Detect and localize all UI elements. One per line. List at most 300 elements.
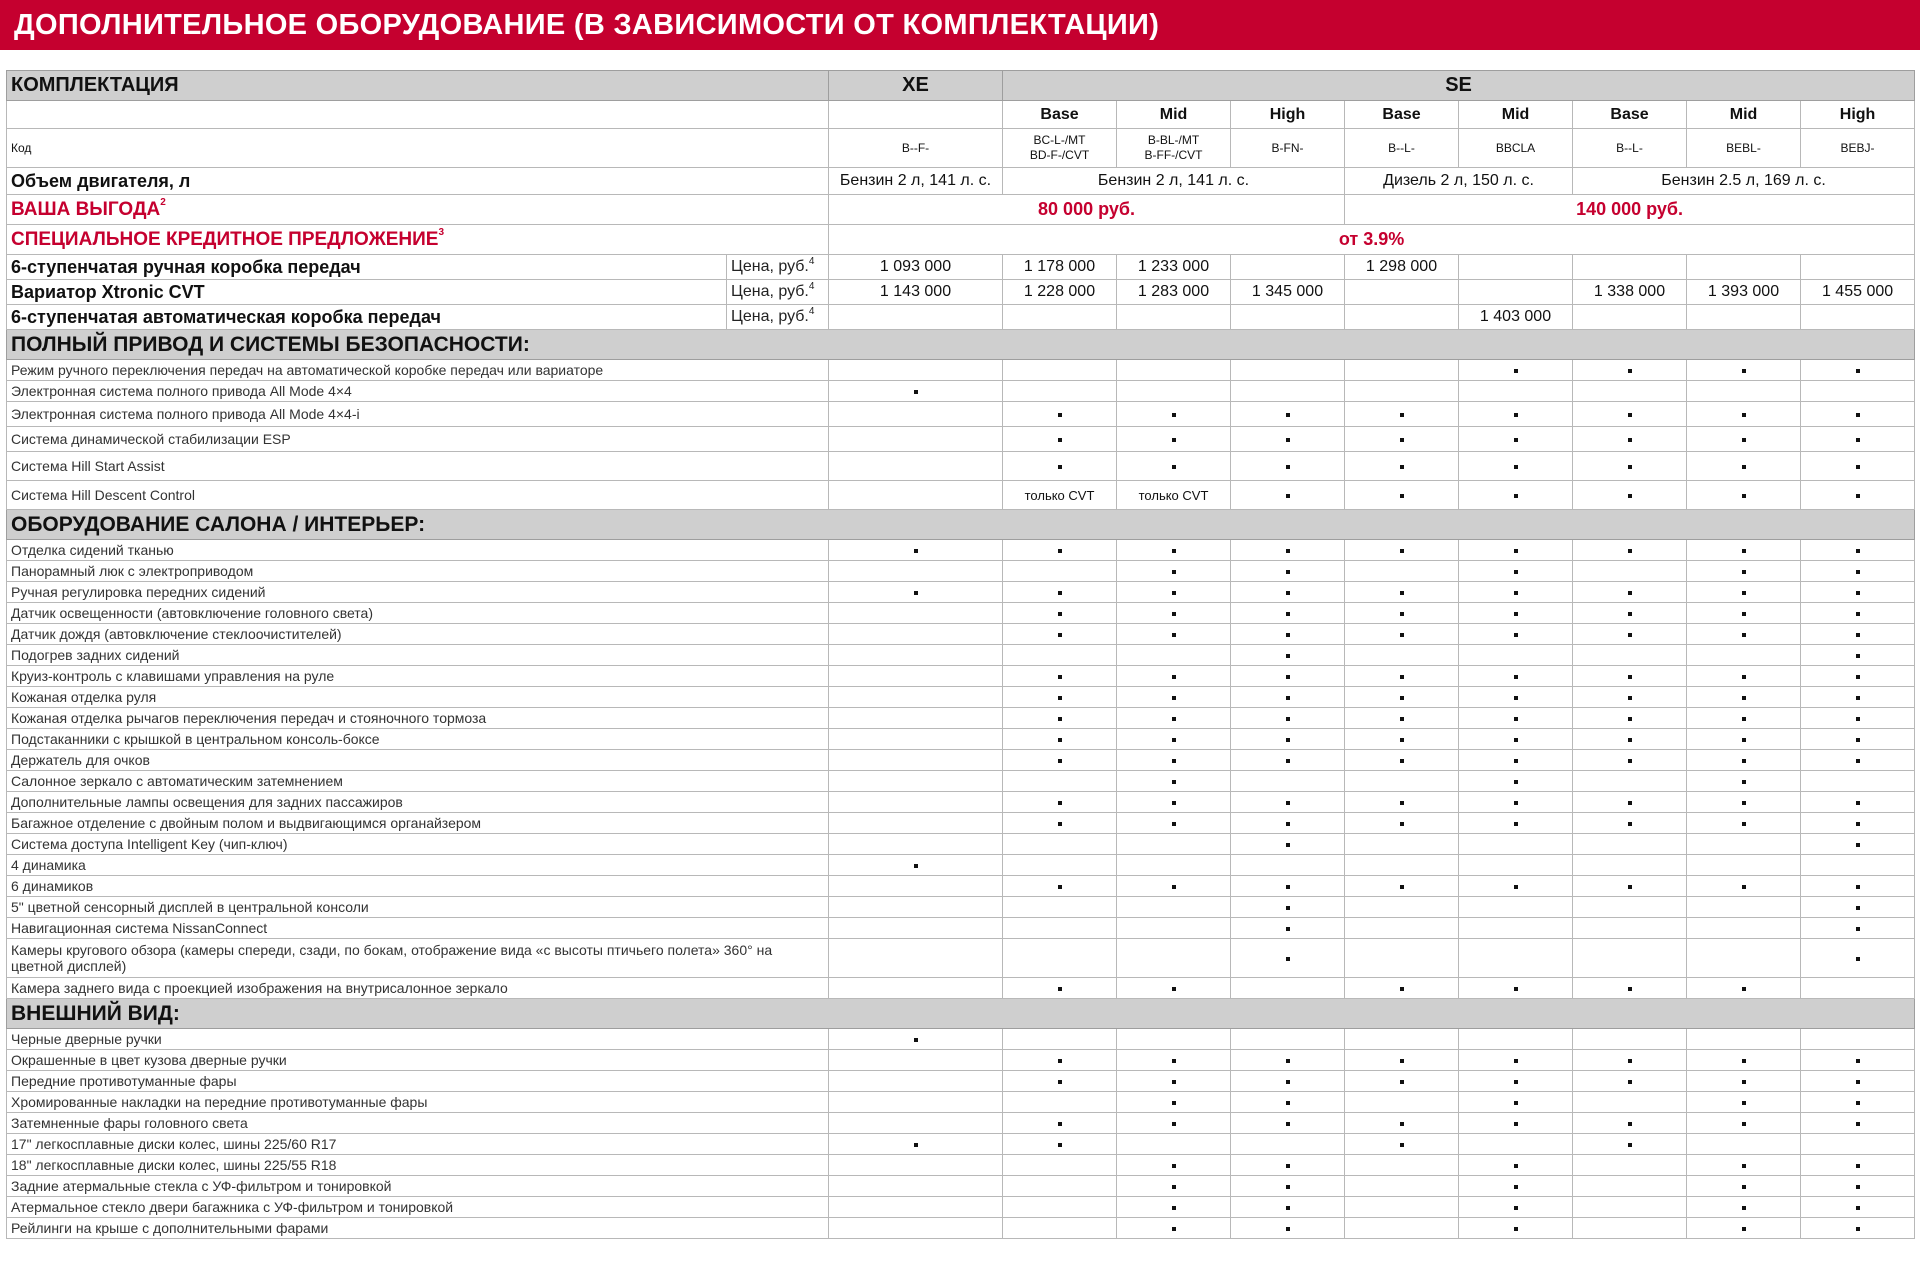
feature-value [1573,1155,1687,1176]
availability-dot-icon [1628,717,1632,721]
feature-value [1573,729,1687,750]
availability-dot-icon [914,864,918,868]
availability-dot-icon [1172,549,1176,553]
feature-value [1231,1218,1345,1239]
feature-value [1801,582,1915,603]
availability-dot-icon [1856,612,1860,616]
availability-dot-icon [1628,369,1632,373]
feature-value [1231,918,1345,939]
trim-label: Base [1345,101,1459,129]
feature-value [1003,1134,1117,1155]
availability-dot-icon [1400,1122,1404,1126]
availability-dot-icon [1286,591,1290,595]
feature-value [1231,666,1345,687]
feature-value [1687,1092,1801,1113]
feature-row [7,603,1915,624]
availability-dot-icon [1628,549,1632,553]
feature-value [1345,855,1459,876]
availability-dot-icon [1172,801,1176,805]
code-value: BEBL- [1687,129,1801,168]
availability-dot-icon [1400,494,1404,498]
feature-value [1003,813,1117,834]
feature-value [1117,834,1231,855]
feature-value [1003,645,1117,666]
feature-value [1801,687,1915,708]
price-value [1801,255,1915,280]
feature-value [1345,792,1459,813]
section-header [7,510,1915,540]
availability-dot-icon [1058,717,1062,721]
availability-dot-icon [1058,591,1062,595]
feature-value [1573,855,1687,876]
code-value: BC-L-/MT BD-F-/CVT [1003,129,1117,168]
feature-label: Датчик дождя (автовключение стеклоочистителей) [7,624,829,645]
feature-value [1459,427,1573,452]
availability-dot-icon [1856,1206,1860,1210]
feature-label: Подогрев задних сидений [7,645,829,666]
availability-dot-icon [1628,465,1632,469]
availability-dot-icon [1058,1059,1062,1063]
feature-label: Передние противотуманные фары [7,1071,829,1092]
feature-value [1459,381,1573,402]
feature-value [1003,1218,1117,1239]
feature-value [1687,1197,1801,1218]
feature-label: Ручная регулировка передних сидений [7,582,829,603]
equipment-table [6,70,1915,1239]
feature-value [1117,813,1231,834]
availability-dot-icon [1742,549,1746,553]
feature-value [829,1050,1003,1071]
availability-dot-icon [1172,1080,1176,1084]
feature-value [1459,1029,1573,1050]
availability-dot-icon [1400,738,1404,742]
feature-value [1231,1050,1345,1071]
availability-dot-icon [1856,570,1860,574]
availability-dot-icon [1286,822,1290,826]
availability-dot-icon [1628,1080,1632,1084]
feature-value [1345,708,1459,729]
availability-dot-icon [1286,927,1290,931]
feature-value [1117,750,1231,771]
benefit-row [7,195,1915,225]
feature-value [829,1113,1003,1134]
feature-value [1117,427,1231,452]
feature-value [1003,729,1117,750]
feature-value [1117,1113,1231,1134]
availability-dot-icon [1286,654,1290,658]
availability-dot-icon [1172,717,1176,721]
feature-value [1003,771,1117,792]
feature-value [1231,1155,1345,1176]
feature-value [1801,939,1915,978]
feature-label: Держатель для очков [7,750,829,771]
availability-dot-icon [1628,438,1632,442]
feature-row [7,1050,1915,1071]
feature-value [1459,1071,1573,1092]
availability-dot-icon [1856,738,1860,742]
feature-label: Кожаная отделка руля [7,687,829,708]
feature-value [1573,1218,1687,1239]
feature-value [829,624,1003,645]
feature-value [1801,729,1915,750]
feature-value [1231,1176,1345,1197]
feature-value [1801,834,1915,855]
code-value: B--F- [829,129,1003,168]
availability-dot-icon [1742,987,1746,991]
feature-value [1459,645,1573,666]
feature-label: Электронная система полного привода All Mode 4×4 [7,381,829,402]
feature-label: Салонное зеркало с автоматическим затемнением [7,771,829,792]
availability-dot-icon [1514,1122,1518,1126]
availability-dot-icon [1628,612,1632,616]
feature-value [1003,978,1117,999]
availability-dot-icon [1286,843,1290,847]
feature-value [1801,1071,1915,1092]
availability-dot-icon [1742,1185,1746,1189]
feature-value [1345,876,1459,897]
code-value: B--L- [1573,129,1687,168]
feature-value [1687,603,1801,624]
feature-row [7,918,1915,939]
availability-dot-icon [1742,369,1746,373]
feature-value [1573,603,1687,624]
feature-value [1345,918,1459,939]
feature-value [1801,1197,1915,1218]
price-value: 1 345 000 [1231,280,1345,305]
code-value: BEBJ- [1801,129,1915,168]
feature-value [829,402,1003,427]
feature-value [1459,452,1573,481]
availability-dot-icon [1286,1059,1290,1063]
availability-dot-icon [1514,1101,1518,1105]
trim-label: Base [1573,101,1687,129]
feature-value [1003,582,1117,603]
feature-value [1117,1092,1231,1113]
price-value: 1 283 000 [1117,280,1231,305]
feature-row [7,645,1915,666]
feature-value [1345,561,1459,582]
availability-dot-icon [1400,717,1404,721]
footnote-mark: 4 [808,281,815,292]
feature-row [7,582,1915,603]
feature-value [1801,813,1915,834]
feature-value [1231,708,1345,729]
price-value: 1 233 000 [1117,255,1231,280]
feature-value [1459,813,1573,834]
availability-dot-icon [1400,1143,1404,1147]
availability-dot-icon [1514,549,1518,553]
availability-dot-icon [1514,1227,1518,1231]
feature-value [829,1218,1003,1239]
feature-value [1687,452,1801,481]
availability-dot-icon [1400,1059,1404,1063]
feature-value [1801,897,1915,918]
availability-dot-icon [1514,780,1518,784]
feature-value [829,561,1003,582]
feature-value [1117,381,1231,402]
feature-value [829,1092,1003,1113]
availability-dot-icon [1514,885,1518,889]
availability-dot-icon [1058,885,1062,889]
availability-dot-icon [1058,696,1062,700]
availability-dot-icon [1286,1122,1290,1126]
price-value: 1 455 000 [1801,280,1915,305]
availability-dot-icon [914,1143,918,1147]
feature-label: Навигационная система NissanConnect [7,918,829,939]
transmission-label: Вариатор Xtronic CVT [7,280,727,305]
feature-value [1573,402,1687,427]
feature-value [1801,540,1915,561]
feature-value [829,687,1003,708]
feature-value [1345,939,1459,978]
feature-value [1801,561,1915,582]
availability-dot-icon [1286,1227,1290,1231]
availability-dot-icon [1172,438,1176,442]
availability-dot-icon [1172,1206,1176,1210]
feature-value [829,452,1003,481]
benefit-value: 140 000 руб. [1345,195,1915,225]
feature-value [1801,1050,1915,1071]
feature-value [1345,750,1459,771]
availability-dot-icon [1856,654,1860,658]
feature-row [7,1113,1915,1134]
availability-dot-icon [1286,633,1290,637]
availability-dot-icon [1856,759,1860,763]
feature-label: 4 динамика [7,855,829,876]
feature-value [1003,1029,1117,1050]
feature-value [1231,897,1345,918]
feature-label: Отделка сидений тканью [7,540,829,561]
feature-value [1801,1176,1915,1197]
feature-value [1573,1134,1687,1155]
feature-value [829,792,1003,813]
availability-dot-icon [1856,1059,1860,1063]
availability-dot-icon [1172,696,1176,700]
feature-value [1801,1029,1915,1050]
availability-dot-icon [1514,801,1518,805]
availability-dot-icon [1400,438,1404,442]
feature-value [1231,452,1345,481]
feature-value [1573,645,1687,666]
availability-dot-icon [1514,717,1518,721]
section-header [7,999,1915,1029]
credit-row [7,225,1915,255]
availability-dot-icon [1058,413,1062,417]
availability-dot-icon [1742,438,1746,442]
feature-value [829,666,1003,687]
trim-label: High [1801,101,1915,129]
feature-value [1801,1113,1915,1134]
feature-value [1687,708,1801,729]
feature-value: только CVT [1003,481,1117,510]
feature-value [1231,813,1345,834]
feature-row [7,1176,1915,1197]
engine-value: Дизель 2 л, 150 л. с. [1345,168,1573,195]
feature-value [1687,1029,1801,1050]
feature-value [1459,360,1573,381]
header-row [7,71,1915,101]
feature-value [1573,876,1687,897]
feature-value [1003,360,1117,381]
availability-dot-icon [1514,1080,1518,1084]
feature-label: Кожаная отделка рычагов переключения передач и стояночного тормоза [7,708,829,729]
feature-value [1801,708,1915,729]
availability-dot-icon [1742,1164,1746,1168]
feature-value [1003,750,1117,771]
feature-value [1117,1155,1231,1176]
feature-value [1231,561,1345,582]
availability-dot-icon [1856,1164,1860,1168]
feature-value [1117,939,1231,978]
feature-value [1573,360,1687,381]
availability-dot-icon [1286,494,1290,498]
feature-row [7,360,1915,381]
feature-value [1117,360,1231,381]
feature-value [1117,771,1231,792]
code-value: BBCLA [1459,129,1573,168]
availability-dot-icon [1172,413,1176,417]
feature-label: Круиз-контроль с клавишами управления на руле [7,666,829,687]
feature-row [7,939,1915,978]
feature-value [1003,540,1117,561]
feature-row [7,452,1915,481]
price-value [1345,280,1459,305]
feature-value [1345,624,1459,645]
price-value: 1 143 000 [829,280,1003,305]
availability-dot-icon [1172,1227,1176,1231]
price-value: 1 338 000 [1573,280,1687,305]
availability-dot-icon [1628,1143,1632,1147]
feature-value [1459,897,1573,918]
feature-row [7,978,1915,999]
title-banner [0,0,1920,50]
price-unit [727,255,829,280]
footnote-mark: 4 [808,256,815,267]
availability-dot-icon [1856,549,1860,553]
feature-label: Камера заднего вида с проекцией изображения на внутрисалонное зеркало [7,978,829,999]
feature-row [7,561,1915,582]
availability-dot-icon [1514,675,1518,679]
availability-dot-icon [1514,738,1518,742]
feature-value [1003,402,1117,427]
availability-dot-icon [1172,1185,1176,1189]
availability-dot-icon [1058,1122,1062,1126]
availability-dot-icon [1856,843,1860,847]
feature-value [1003,624,1117,645]
availability-dot-icon [1856,1122,1860,1126]
availability-dot-icon [1742,738,1746,742]
feature-value [1459,603,1573,624]
feature-value [1687,687,1801,708]
feature-value [1345,360,1459,381]
availability-dot-icon [1514,696,1518,700]
feature-row [7,687,1915,708]
feature-value [1687,402,1801,427]
feature-value [1117,1134,1231,1155]
availability-dot-icon [1514,759,1518,763]
availability-dot-icon [1172,987,1176,991]
feature-value [1459,750,1573,771]
feature-value [1573,978,1687,999]
feature-value [1801,771,1915,792]
feature-value [829,876,1003,897]
feature-value [1687,729,1801,750]
availability-dot-icon [914,591,918,595]
feature-value [1687,540,1801,561]
feature-label: Багажное отделение с двойным полом и выдвигающимся органайзером [7,813,829,834]
feature-label: Затемненные фары головного света [7,1113,829,1134]
feature-row [7,792,1915,813]
feature-value [1231,1092,1345,1113]
trim-label: Mid [1459,101,1573,129]
feature-label: Черные дверные ручки [7,1029,829,1050]
feature-row [7,481,1915,510]
feature-value [1003,1113,1117,1134]
feature-value [1231,855,1345,876]
feature-label: Хромированные накладки на передние противотуманные фары [7,1092,829,1113]
header-label: КОМПЛЕКТАЦИЯ [7,71,829,101]
availability-dot-icon [1172,633,1176,637]
feature-label: 18" легкосплавные диски колес, шины 225/55 R18 [7,1155,829,1176]
feature-value [1345,427,1459,452]
feature-value [1687,771,1801,792]
availability-dot-icon [1742,465,1746,469]
availability-dot-icon [1514,465,1518,469]
availability-dot-icon [1058,465,1062,469]
availability-dot-icon [1286,1185,1290,1189]
price-value [1117,305,1231,330]
feature-row [7,876,1915,897]
feature-value [1003,1050,1117,1071]
availability-dot-icon [1400,987,1404,991]
feature-value [1801,792,1915,813]
feature-value [1003,855,1117,876]
engine-row [7,168,1915,195]
feature-value [1003,603,1117,624]
feature-row [7,1092,1915,1113]
feature-value [1687,855,1801,876]
availability-dot-icon [1742,759,1746,763]
feature-value [1003,1176,1117,1197]
feature-value [829,645,1003,666]
availability-dot-icon [1400,465,1404,469]
price-value: 1 178 000 [1003,255,1117,280]
feature-value [1687,1113,1801,1134]
feature-value [1345,1218,1459,1239]
feature-value [1573,1050,1687,1071]
availability-dot-icon [1856,801,1860,805]
availability-dot-icon [1742,570,1746,574]
availability-dot-icon [1742,717,1746,721]
price-value [1459,280,1573,305]
availability-dot-icon [1514,369,1518,373]
availability-dot-icon [1514,1164,1518,1168]
feature-value: только CVT [1117,481,1231,510]
feature-value [1687,792,1801,813]
feature-value [1801,918,1915,939]
feature-label: Атермальное стекло двери багажника с УФ-фильтром и тонировкой [7,1197,829,1218]
code-value: B-FN- [1231,129,1345,168]
feature-label: Датчик освещенности (автовключение головного света) [7,603,829,624]
availability-dot-icon [914,1038,918,1042]
transmission-label: 6-ступенчатая автоматическая коробка передач [7,305,727,330]
feature-value [1345,452,1459,481]
availability-dot-icon [1058,738,1062,742]
price-value [1801,305,1915,330]
feature-value [1117,1071,1231,1092]
feature-value [1345,540,1459,561]
code-label: Код [7,129,829,168]
